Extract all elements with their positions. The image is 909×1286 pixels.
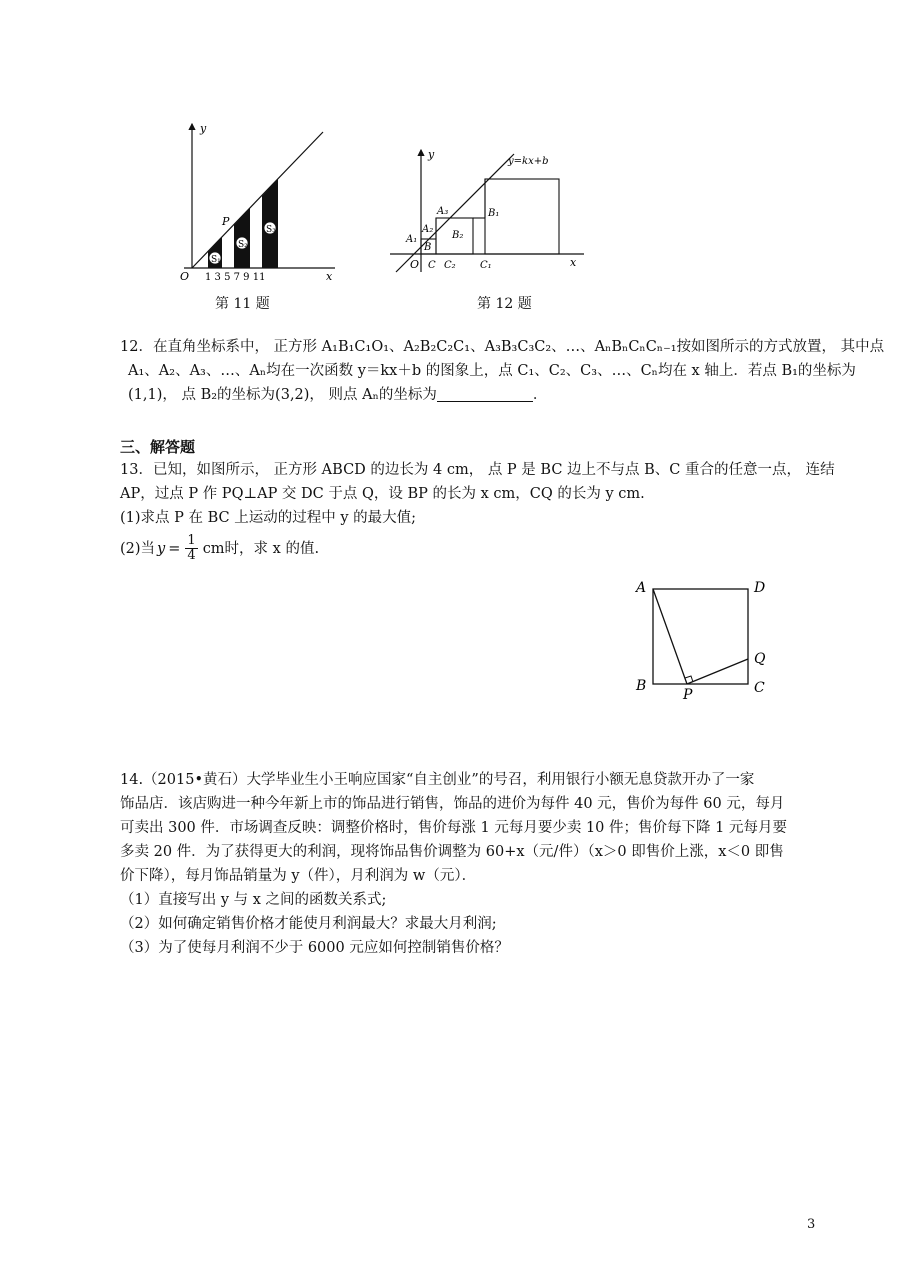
figure-11 <box>170 118 340 283</box>
q13-part-2-var: y <box>157 540 166 557</box>
fig11-s1-label: S₁ <box>211 255 221 265</box>
fig11-p-label: P <box>222 215 230 228</box>
fig11-tick-labels: 1 3 5 7 9 11 <box>205 272 266 283</box>
fig12-label-b1: B₁ <box>488 208 500 219</box>
label-p: P <box>683 687 693 703</box>
figure-12 <box>388 144 588 274</box>
q13-part-2-post: cm时，求 x 的值. <box>202 540 320 557</box>
fig12-caption: 第 12 题 <box>477 296 532 312</box>
fig12-label-b: B <box>424 242 432 253</box>
label-d: D <box>754 580 766 596</box>
fig12-x-label: x <box>570 256 577 269</box>
segment-ap <box>653 589 687 684</box>
q12-line-3 <box>128 383 547 407</box>
fig12-label-a3: A₃ <box>437 206 449 217</box>
fig12-label-b2: B₂ <box>452 230 464 241</box>
q14-line-1: 14.（2015•黄石）大学毕业生小王响应国家“自主创业”的号召，利用银行小额无息贷款开办了一家 <box>120 772 755 788</box>
q14-part-3: （3）为了使每月利润不少于 6000 元应如何控制销售价格？ <box>120 940 509 956</box>
q12-answer-blank <box>437 387 533 402</box>
segment-pq <box>687 659 748 684</box>
section-3-heading: 三、解答题 <box>120 438 196 456</box>
label-a: A <box>636 580 647 596</box>
q14-part-2: （2）如何确定销售价格才能使月利润最大？求最大月利润; <box>120 916 497 932</box>
q13-fraction <box>185 534 197 563</box>
q12-line-3-text: (1,1)， 点 B₂的坐标为(3,2)， 则点 Aₙ的坐标为 <box>128 387 437 403</box>
q13-part-2-eq: = <box>168 540 181 557</box>
q13-part-1: (1)求点 P 在 BC 上运动的过程中 y 的最大值; <box>120 510 417 526</box>
q13-fraction-num: 1 <box>187 533 196 548</box>
fig11-line <box>192 132 323 268</box>
fig11-y-label: y <box>200 122 207 135</box>
fig11-s3-label: S₃ <box>266 225 276 235</box>
q13-line-2: AP，过点 P 作 PQ⊥AP 交 DC 于点 Q，设 BP 的长为 x cm，CQ 的长为 y cm. <box>120 486 645 502</box>
q14-line-2: 饰品店．该店购进一种今年新上市的饰品进行销售，饰品的进价为每件 40 元，售价为每件 60 元，每月 <box>120 796 785 812</box>
label-c: C <box>754 680 765 696</box>
fig12-label-c2: C₂ <box>444 260 456 271</box>
q14-line-5: 价下降），每月饰品销量为 y（件），月利润为 w（元）． <box>120 868 477 884</box>
q13-line-1: 13．已知，如图所示， 正方形 ABCD 的边长为 4 cm， 点 P 是 BC 边上不与点 B、C 重合的任意一点， 连结 <box>120 462 835 478</box>
figure-13 <box>630 575 780 703</box>
q14-line-4: 多卖 20 件．为了获得更大的利润，现将饰品售价调整为 60+x（元/件）（x＞0 即售价上涨，x＜0 即售 <box>120 844 784 860</box>
square-abcd <box>653 589 748 684</box>
page-number: 3 <box>807 1217 816 1232</box>
fig12-label-a1: A₁ <box>406 234 418 245</box>
q13-fraction-den: 4 <box>187 548 196 563</box>
fig12-label-c1: C₁ <box>480 260 492 271</box>
fig11-caption: 第 11 题 <box>215 296 270 312</box>
q14-line-3: 可卖出 300 件．市场调查反映：调整价格时，售价每涨 1 元每月要少卖 10 件；售价每下降 1 元每月要 <box>120 820 787 836</box>
fig11-s2-label: S₂ <box>238 240 248 250</box>
q13-part-2 <box>120 534 319 563</box>
fig11-origin-label: O <box>180 270 190 283</box>
q12-line-2: A₁、A₂、A₃、…、Aₙ均在一次函数 y＝kx＋b 的图象上，点 C₁、C₂、C₃、…、Cₙ均在 x 轴上．若点 B₁的坐标为 <box>128 363 856 379</box>
fig11-x-label: x <box>326 270 333 283</box>
label-b: B <box>636 678 647 694</box>
q12-line-3-end: ． <box>532 387 548 403</box>
q13-part-2-pre: (2)当 <box>120 540 156 557</box>
fig12-label-c: C <box>428 260 436 271</box>
label-q: Q <box>754 651 766 667</box>
fig12-label-a2: A₂ <box>422 224 434 235</box>
fig12-line-label: y=kx+b <box>508 156 549 167</box>
q14-part-1: （1）直接写出 y 与 x 之间的函数关系式; <box>120 892 387 908</box>
fig12-y-label: y <box>428 148 435 161</box>
fig12-origin-label: O <box>410 258 420 271</box>
q12-line-1: 12．在直角坐标系中， 正方形 A₁B₁C₁O₁、A₂B₂C₂C₁、A₃B₃C₃C₂、…、AₙBₙCₙCₙ₋₁按如图所示的方式放置， 其中点 <box>120 339 885 355</box>
